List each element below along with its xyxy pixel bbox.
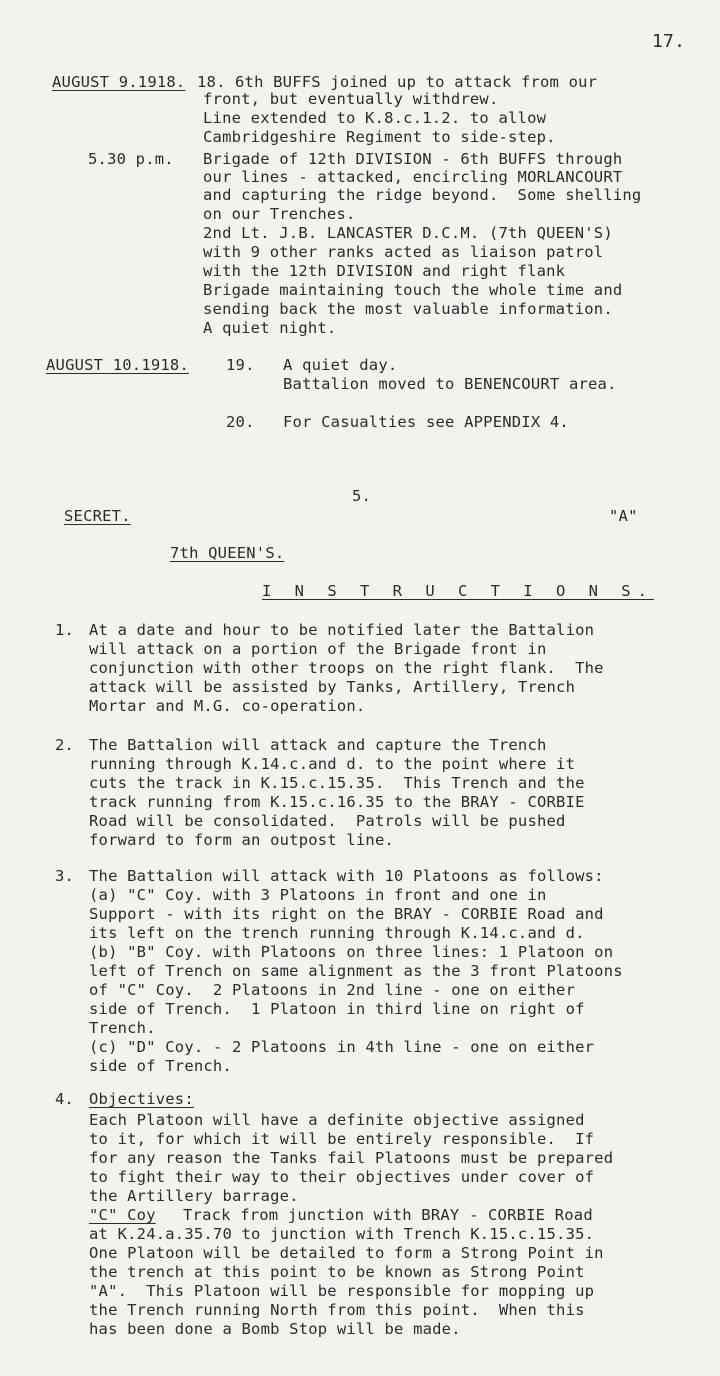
paragraph-line: Road will be consolidated. Patrols will be pushed: [89, 812, 566, 830]
appendix-page: 5.: [352, 487, 372, 505]
paragraph-number: 3.: [55, 867, 75, 885]
objectives-title: Objectives:: [89, 1090, 194, 1108]
diary-date: AUGUST 9.1918.: [52, 73, 186, 91]
paragraph-line: at K.24.a.35.70 to junction with Trench K.15.c.15.35.: [89, 1225, 595, 1243]
paragraph-line: the trench at this point to be known as Strong Point: [89, 1263, 585, 1281]
diary-date: AUGUST 10.1918.: [46, 356, 189, 374]
paragraph-line: the Trench running North from this point. When this: [89, 1301, 585, 1319]
diary-line: and capturing the ridge beyond. Some shelling: [203, 186, 642, 204]
paragraph-line: Support - with its right on the BRAY - CORBIE Road and: [89, 905, 604, 923]
paragraph-number: 4.: [55, 1090, 75, 1108]
diary-line: Cambridgeshire Regiment to side-step.: [203, 128, 556, 146]
paragraph-number: 1.: [55, 621, 75, 639]
paragraph-line: Each Platoon will have a definite objective assigned: [89, 1111, 585, 1129]
paragraph-line: At a date and hour to be notified later the Battalion: [89, 621, 595, 639]
paragraph-line: cuts the track in K.15.c.15.35. This Trench and the: [89, 774, 585, 792]
paragraph-line: The Battalion will attack and capture the Trench: [89, 736, 547, 754]
paragraph-line: forward to form an outpost line.: [89, 831, 395, 849]
diary-line: with the 12th DIVISION and right flank: [203, 262, 566, 280]
paragraph-line: (a) "C" Coy. with 3 Platoons in front and one in: [89, 886, 547, 904]
paragraph-line: left of Trench on same alignment as the 3 front Platoons: [89, 962, 623, 980]
paragraph-line: to it, for which it will be entirely responsible. If: [89, 1130, 595, 1148]
paragraph-line: attack will be assisted by Tanks, Artillery, Trench: [89, 678, 576, 696]
page-number: 17.: [652, 31, 686, 52]
unit-title: 7th QUEEN'S.: [170, 544, 285, 562]
diary-line: Brigade of 12th DIVISION - 6th BUFFS through: [203, 150, 623, 168]
diary-line: For Casualties see APPENDIX 4.: [283, 413, 569, 431]
paragraph-line: of "C" Coy. 2 Platoons in 2nd line - one on either: [89, 981, 576, 999]
paragraph-line: will attack on a portion of the Brigade front in: [89, 640, 547, 658]
coy-label: "C" Coy: [89, 1206, 156, 1224]
paragraph-line: Trench.: [89, 1019, 156, 1037]
paragraph-line: "A". This Platoon will be responsible for mopping up: [89, 1282, 595, 1300]
paragraph-line: The Battalion will attack with 10 Platoons as follows:: [89, 867, 604, 885]
paragraph-line: its left on the trench running through K.14.c.and d.: [89, 924, 585, 942]
diary-line: Battalion moved to BENENCOURT area.: [283, 375, 617, 393]
diary-line: with 9 other ranks acted as liaison patrol: [203, 243, 604, 261]
diary-line: our lines - attacked, encircling MORLANCOURT: [203, 168, 623, 186]
paragraph-number: 2.: [55, 736, 75, 754]
diary-time: 5.30 p.m.: [88, 150, 174, 168]
paragraph-line: side of Trench. 1 Platoon in third line on right of: [89, 1000, 585, 1018]
diary-line: Line extended to K.8.c.1.2. to allow: [203, 109, 547, 127]
appendix-mark: "A": [609, 507, 638, 525]
diary-line: 2nd Lt. J.B. LANCASTER D.C.M. (7th QUEEN'S): [203, 224, 613, 242]
paragraph-line: (b) "B" Coy. with Platoons on three lines: 1 Platoon on: [89, 943, 614, 961]
diary-line: on our Trenches.: [203, 205, 356, 223]
paragraph-line: running through K.14.c.and d. to the point where it: [89, 755, 576, 773]
paragraph-line: side of Trench.: [89, 1057, 232, 1075]
paragraph-line: the Artillery barrage.: [89, 1187, 299, 1205]
diary-number: 20.: [226, 413, 255, 431]
instructions-heading: I N S T R U C T I O N S.: [262, 582, 654, 600]
paragraph-line: Track from junction with BRAY - CORBIE Road: [183, 1206, 593, 1224]
paragraph-line: track running from K.15.c.16.35 to the BRAY - CORBIE: [89, 793, 585, 811]
diary-line: Brigade maintaining touch the whole time and: [203, 281, 623, 299]
paragraph-line: for any reason the Tanks fail Platoons must be prepared: [89, 1149, 614, 1167]
diary-number: 19.: [226, 356, 255, 374]
diary-line: sending back the most valuable information.: [203, 300, 613, 318]
diary-number: 18.: [197, 73, 226, 91]
paragraph-line: (c) "D" Coy. - 2 Platoons in 4th line - one on either: [89, 1038, 595, 1056]
paragraph-line: Mortar and M.G. co-operation.: [89, 697, 366, 715]
paragraph-line: has been done a Bomb Stop will be made.: [89, 1320, 461, 1338]
paragraph-line: conjunction with other troops on the right flank. The: [89, 659, 604, 677]
diary-line: A quiet night.: [203, 319, 337, 337]
paragraph-line: to fight their way to their objectives under cover of: [89, 1168, 595, 1186]
diary-line: front, but eventually withdrew.: [203, 90, 499, 108]
paragraph-line: One Platoon will be detailed to form a Strong Point in: [89, 1244, 604, 1262]
diary-line: 6th BUFFS joined up to attack from our: [235, 73, 598, 91]
diary-line: A quiet day.: [283, 356, 398, 374]
secret-label: SECRET.: [64, 507, 131, 525]
